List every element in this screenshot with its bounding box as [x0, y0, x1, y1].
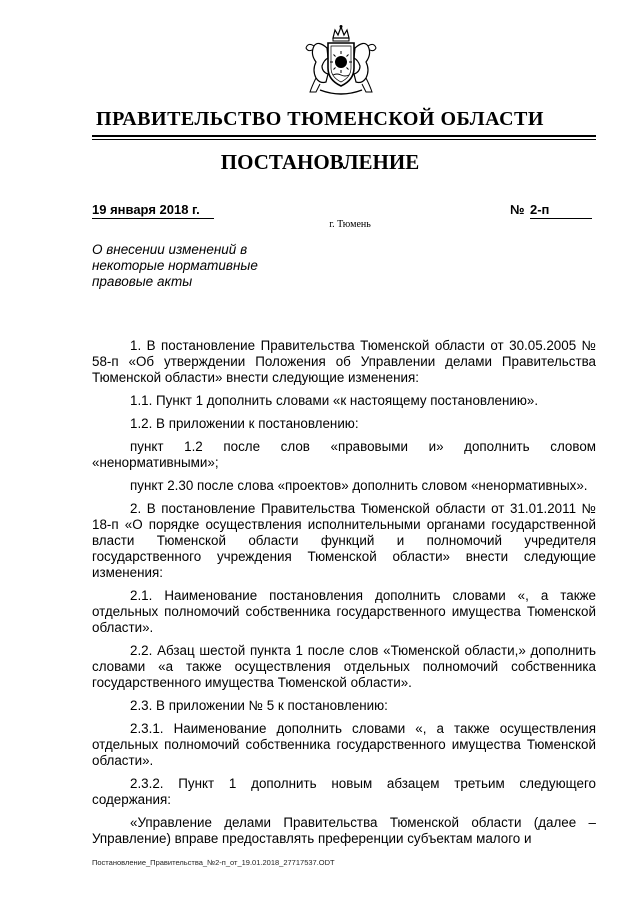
paragraph: «Управление делами Правительства Тюменской области (далее – Управление) вправе предоставлять преференции субъектам малого и: [92, 815, 596, 846]
paragraph: пункт 2.30 после слова «проектов» дополнить словом «ненормативных».: [130, 478, 588, 493]
government-title: ПРАВИТЕЛЬСТВО ТЮМЕНСКОЙ ОБЛАСТИ: [96, 108, 544, 130]
document-subject: О внесении изменений в некоторые нормативные правовые акты: [92, 242, 258, 289]
paragraph: 2.1. Наименование постановления дополнить словами «, а также отдельных полномочий собственника государственного имущества Тюменской области».: [92, 588, 596, 635]
paragraph: 2.3.2. Пункт 1 дополнить новым абзацем третьим следующего содержания:: [92, 776, 596, 807]
header-rule-thin: [92, 139, 596, 140]
paragraph: пункт 1.2 после слов «правовыми и» дополнить словом «ненормативными»;: [92, 439, 596, 470]
coat-of-arms-icon: [300, 24, 382, 98]
number-value: 2-п: [530, 202, 592, 219]
paragraph: 1. В постановление Правительства Тюменской области от 30.05.2005 № 58-п «Об утверждении Положения об Управлении делами Правительства Тюменской области» внести следующие изменения:: [92, 338, 596, 385]
number-label: №: [510, 202, 525, 217]
file-name-footer: Постановление_Правительства_№2-п_от_19.01.2018_27717537.ODT: [92, 858, 335, 867]
paragraph: 2. В постановление Правительства Тюменской области от 31.01.2011 № 18-п «О порядке осуществления исполнительными органами государственной власти Тюменской области функций и полномочий учредителя государственного учреждения Тюменской области» внести следующие изменения:: [92, 501, 596, 580]
paragraph: 1.1. Пункт 1 дополнить словами «к настоящему постановлению».: [130, 393, 539, 408]
paragraph: 2.3.1. Наименование дополнить словами «, а также осуществления отдельных полномочий собственника государственного имущества Тюменской области».: [92, 721, 596, 768]
paragraph: 2.2. Абзац шестой пункта 1 после слов «Тюменской области,» дополнить словами «а также осуществления отдельных полномочий собственника государственного имущества Тюменской области».: [92, 643, 596, 690]
header-rule-thick: [92, 135, 596, 137]
document-body: [92, 338, 596, 854]
document-type: ПОСТАНОВЛЕНИЕ: [220, 150, 420, 174]
document-date: 19 января 2018 г.: [92, 202, 214, 219]
document-number: [510, 202, 596, 219]
issue-city: г. Тюмень: [329, 219, 371, 230]
paragraph: 1.2. В приложении к постановлению:: [130, 416, 359, 431]
paragraph: 2.3. В приложении № 5 к постановлению:: [130, 698, 388, 713]
